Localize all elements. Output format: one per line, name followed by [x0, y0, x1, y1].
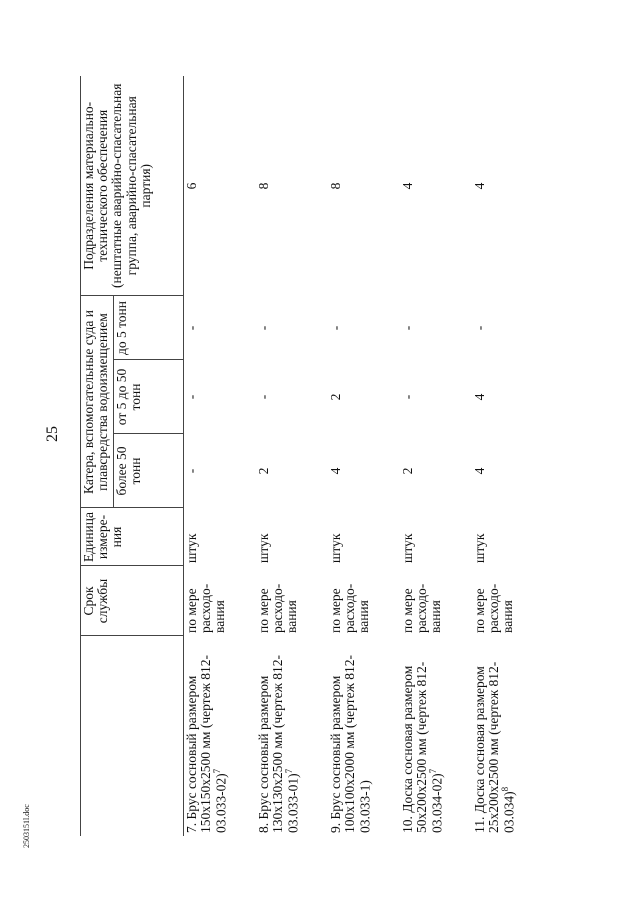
header-over-50: более 50 тонн [114, 434, 184, 508]
qty-up-to-5: - [256, 325, 271, 331]
header-name [81, 636, 184, 836]
header-logistics: Подразделения материально-технического обеспечения (нештатные аварийно-спасательная группа, аварийно-спасательная партия) [81, 76, 184, 296]
header-service-life: Срок службы [81, 566, 184, 636]
item-name [184, 636, 257, 836]
service-life: по мере расходо-вания [400, 583, 444, 633]
qty-over-50: 4 [328, 467, 343, 475]
qty-logistics: 4 [400, 182, 415, 190]
qty-up-to-5: - [400, 325, 415, 331]
qty-over-50: 2 [256, 467, 271, 475]
table-row [400, 76, 472, 836]
qty-5-to-50: - [400, 394, 415, 400]
item-number: 11. [472, 816, 487, 833]
supplies-table [80, 76, 544, 836]
table-row [256, 76, 328, 836]
table-row [328, 76, 400, 836]
unit: штук [472, 533, 487, 563]
item-name [256, 636, 328, 836]
item-number: 8. [256, 822, 271, 833]
footnote-ref: 8 [500, 786, 511, 792]
item-number: 7. [184, 822, 199, 833]
service-life: по мере расходо-вания [472, 583, 516, 633]
service-life: по мере расходо-вания [184, 583, 228, 633]
qty-logistics: 4 [472, 182, 487, 190]
qty-over-50: - [184, 468, 199, 474]
footnote-ref: 7 [212, 768, 223, 774]
item-title: Брус сосновый размером 130х130х2500 мм (чертеж 812-03.033-01) [256, 654, 301, 833]
item-number: 9. [328, 822, 343, 833]
item-title: Доска сосновая размером 25х200х2500 мм (чертеж 812-03.034) [472, 661, 517, 833]
item-name [400, 636, 472, 836]
qty-up-to-5: - [472, 325, 487, 331]
qty-5-to-50: - [184, 394, 199, 400]
item-title: Брус сосновый размером 150х150х2500 мм (чертеж 812-03.033-02) [184, 654, 229, 833]
unit: штук [400, 533, 415, 563]
item-number: 10. [400, 816, 415, 833]
qty-5-to-50: - [256, 394, 271, 400]
service-life: по мере расходо-вания [256, 583, 300, 633]
qty-logistics: 6 [184, 182, 199, 190]
qty-up-to-5: - [184, 325, 199, 331]
qty-logistics: 8 [256, 182, 271, 190]
item-title: Брус сосновый размером 100х100х2000 мм (чертеж 812-03.033-1) [328, 654, 373, 833]
page-number: 25 [44, 426, 61, 442]
unit: штук [256, 533, 271, 563]
item-title: Доска сосновая размером 50х200х2500 мм (чертеж 812-03.034-02) [400, 661, 445, 833]
header-vessels-group: Катера, вспомогательные суда и плавсредства водоизмещением [81, 296, 114, 508]
table-row [184, 76, 257, 836]
table-row [472, 76, 544, 836]
rotated-page [80, 76, 610, 836]
qty-over-50: 4 [472, 467, 487, 475]
unit: штук [184, 533, 199, 563]
qty-5-to-50: 4 [472, 393, 487, 401]
footer-filename: 2503151l.doc [22, 804, 31, 848]
service-life: по мере расходо-вания [328, 583, 372, 633]
qty-5-to-50: 2 [328, 393, 343, 401]
footnote-ref: 7 [428, 768, 439, 774]
item-name [328, 636, 400, 836]
header-unit: Единица измере-ния [81, 508, 184, 566]
header-5-to-50: от 5 до 50 тонн [114, 360, 184, 434]
qty-over-50: 2 [400, 467, 415, 475]
qty-up-to-5: - [328, 325, 343, 331]
footnote-ref: 7 [284, 768, 295, 774]
qty-logistics: 8 [328, 182, 343, 190]
header-up-to-5: до 5 тонн [114, 296, 184, 360]
item-name [472, 636, 544, 836]
unit: штук [328, 533, 343, 563]
